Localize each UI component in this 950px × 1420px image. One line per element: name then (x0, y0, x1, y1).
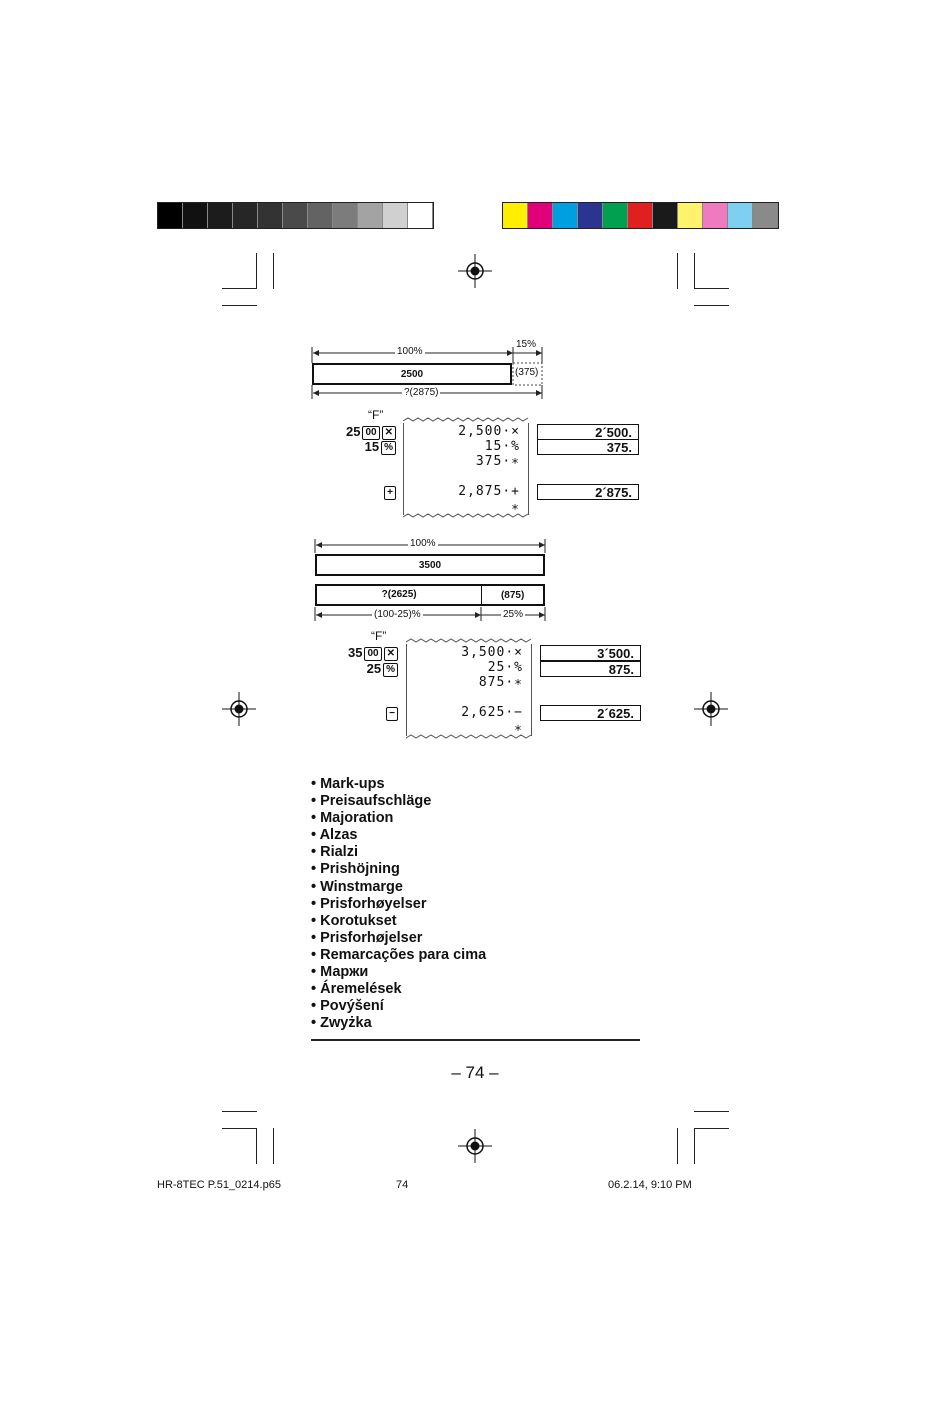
percent-key-button[interactable]: % (381, 441, 396, 455)
list-item: • Prisforhøjelser (311, 929, 423, 946)
bar-base-value (315, 554, 545, 576)
list-item: • Prishöjning (311, 861, 400, 878)
tape-edge-bottom (403, 513, 529, 521)
color-swatch (578, 203, 603, 228)
list-item: • Маржи (311, 964, 369, 981)
footer-datetime: 06.2.14, 9:10 PM (608, 1179, 692, 1191)
percent-key-button[interactable]: % (383, 663, 398, 677)
registration-mark-icon (458, 254, 492, 288)
bar-extra-value: (375) (515, 367, 539, 378)
tape-line: 15·% (484, 439, 520, 454)
dim-label-25: 25% (503, 609, 524, 620)
list-item: • Majoration (311, 810, 394, 827)
tape-line: 2,625·− (461, 705, 523, 720)
color-swatch (283, 203, 308, 228)
color-swatch (158, 203, 183, 228)
list-item: • Áremelések (311, 981, 402, 998)
mode-label: “F” (368, 408, 384, 422)
key-sequence-row (332, 705, 398, 721)
list-item: • Korotukset (311, 912, 397, 929)
calculator-display: 2´875. (537, 484, 639, 500)
calculator-display: 2´500. (537, 424, 639, 440)
tape-line: 3,500·× (461, 645, 523, 660)
key-number: 25 (346, 424, 361, 439)
minus-key-button[interactable]: − (386, 707, 398, 721)
key-00-button[interactable]: 00 (362, 426, 379, 440)
tape-line: ∗ (514, 721, 523, 736)
color-swatch (628, 203, 653, 228)
key-number: 15 (364, 439, 380, 454)
tape-line: ∗ (511, 500, 520, 515)
list-item: • Zwyżka (311, 1015, 372, 1032)
registration-mark-icon (222, 692, 256, 726)
calculator-display: 375. (537, 439, 639, 455)
dim-label-100: 100% (397, 346, 423, 357)
bar-base-text: 3500 (418, 559, 442, 571)
color-swatch (383, 203, 408, 228)
color-swatch (308, 203, 333, 228)
color-swatch (753, 203, 778, 228)
multiply-key-button[interactable]: ✕ (384, 647, 398, 661)
color-swatch (183, 203, 208, 228)
key-sequence-row (330, 424, 396, 440)
color-swatch (503, 203, 528, 228)
registration-mark-icon (694, 692, 728, 726)
color-swatch (703, 203, 728, 228)
key-sequence-row (332, 661, 398, 677)
bar-base-text: 2500 (400, 368, 424, 380)
section-divider (311, 1039, 640, 1041)
key-number: 25 (366, 661, 382, 676)
color-swatch (603, 203, 628, 228)
color-swatch (408, 203, 433, 228)
bar-left-text: ?(2625) (317, 585, 482, 605)
dim-label-total: ?(2875) (404, 387, 439, 398)
key-00-button[interactable]: 00 (364, 647, 381, 661)
tape-line: 25·% (487, 660, 523, 675)
color-swatch (728, 203, 753, 228)
color-calibration-bar (502, 202, 779, 229)
list-item: • Preisaufschläge (311, 793, 432, 810)
color-swatch (358, 203, 383, 228)
footer-filename: HR-8TEC P.51_0214.p65 (157, 1179, 281, 1191)
color-swatch (208, 203, 233, 228)
color-swatch (653, 203, 678, 228)
dim-label-15: 15% (516, 339, 537, 350)
color-swatch (528, 203, 553, 228)
list-item: • Winstmarge (311, 878, 403, 895)
list-item: • Remarcações para cima (311, 946, 487, 963)
dim-label-100: 100% (410, 538, 436, 549)
mode-label: “F” (371, 629, 387, 643)
topic-list (311, 776, 486, 1032)
color-swatch (233, 203, 258, 228)
tape-line: 2,500·× (458, 424, 520, 439)
key-sequence-row (332, 645, 398, 661)
printout-tape (403, 423, 529, 515)
dim-label-remainder: (100-25)% (374, 609, 421, 620)
list-item: • Rialzi (311, 844, 358, 861)
bar-split-value (315, 584, 545, 606)
key-sequence-row (330, 484, 396, 500)
registration-mark-icon (458, 1129, 492, 1163)
list-item: • Povýšení (311, 998, 384, 1015)
list-item: • Prisforhøyelser (311, 895, 427, 912)
color-swatch (678, 203, 703, 228)
page-number: – 74 – (451, 1063, 499, 1082)
color-swatch (258, 203, 283, 228)
multiply-key-button[interactable]: ✕ (382, 426, 396, 440)
bar-right-text: (875) (500, 589, 525, 601)
color-swatch (553, 203, 578, 228)
printout-tape (406, 644, 532, 736)
color-swatch (333, 203, 358, 228)
tape-edge-bottom (406, 734, 532, 742)
list-item: • Mark-ups (311, 776, 385, 792)
plus-key-button[interactable]: + (384, 486, 396, 500)
bar-base-value (312, 363, 512, 385)
list-item: • Alzas (311, 827, 358, 844)
calculator-display: 2´625. (540, 705, 641, 721)
gray-calibration-bar (157, 202, 434, 229)
key-sequence-row (330, 439, 396, 455)
key-number: 35 (348, 645, 363, 660)
footer-page: 74 (396, 1179, 409, 1191)
calculator-display: 875. (540, 661, 641, 677)
tape-line: 375·∗ (475, 454, 520, 469)
calculator-display: 3´500. (540, 645, 641, 661)
tape-line: 875·∗ (478, 675, 523, 690)
tape-line: 2,875·+ (458, 484, 520, 499)
